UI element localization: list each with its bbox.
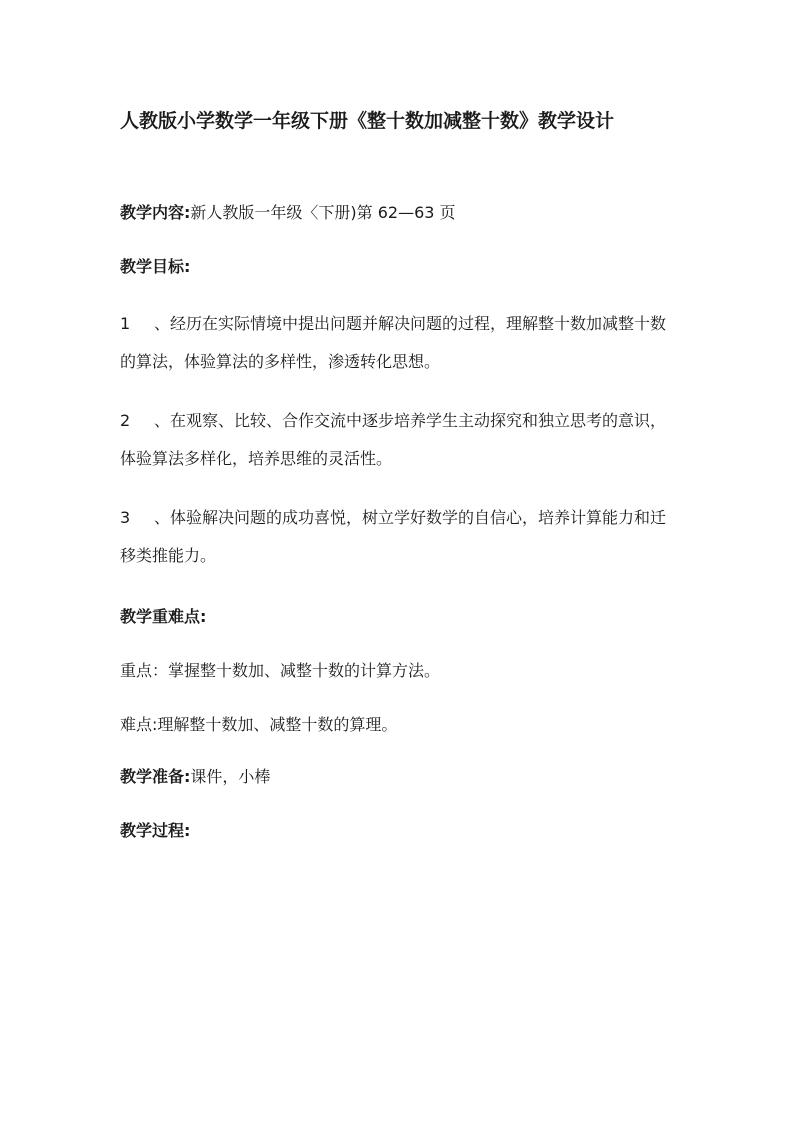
teaching-content-text: 新人教版一年级〈下册)第 62—63 页 xyxy=(190,203,456,222)
goal-number: 1 xyxy=(120,314,131,333)
document-title: 人教版小学数学一年级下册《整十数加减整十数》教学设计 xyxy=(120,110,615,132)
teaching-goals-heading: 教学目标: xyxy=(120,257,191,276)
teaching-preparation-text: 课件，小棒 xyxy=(190,767,271,786)
goal-text: 、在观察、比较、合作交流中逐步培养学生主动探究和独立思考的意识，体验算法多样化，培养思维的灵活性。 xyxy=(120,411,667,468)
goal-text: 、体验解决问题的成功喜悦，树立学好数学的自信心，培养计算能力和迁移类推能力。 xyxy=(120,508,667,565)
key-point-difficulty: 难点:理解整十数加、减整十数的算理。 xyxy=(120,715,398,734)
key-points-heading: 教学重难点: xyxy=(120,607,207,626)
teaching-preparation-label: 教学准备: xyxy=(120,767,191,786)
key-point-focus: 重点：掌握整十数加、减整十数的计算方法。 xyxy=(120,661,441,680)
teaching-content-line xyxy=(120,196,680,230)
goal-number: 2 xyxy=(120,411,131,430)
goal-item-2 xyxy=(120,402,680,478)
goal-item-3 xyxy=(120,499,680,575)
goal-text: 、经历在实际情境中提出问题并解决问题的过程，理解整十数加减整十数的算法，体验算法的多样性，渗透转化思想。 xyxy=(120,314,667,371)
teaching-preparation-line xyxy=(120,760,680,794)
teaching-content-label: 教学内容: xyxy=(120,203,191,222)
goal-item-1 xyxy=(120,305,680,381)
teaching-process-heading: 教学过程: xyxy=(120,821,191,840)
goal-number: 3 xyxy=(120,508,131,527)
